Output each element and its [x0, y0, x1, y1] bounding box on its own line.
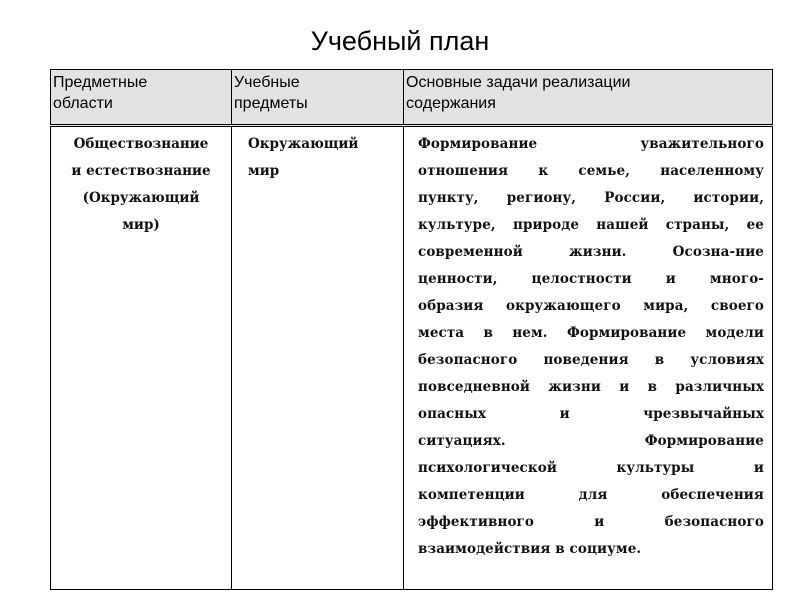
tasks-line: культуре, природе нашей страны, ее — [418, 217, 764, 233]
curriculum-table — [50, 69, 773, 590]
subject-area-line: (Окружающий — [82, 190, 200, 206]
tasks-line: компетенции для обеспечения — [418, 487, 764, 503]
tasks-line: пункту, региону, России, истории, — [418, 190, 764, 206]
tasks-line: эффективного и безопасного — [418, 514, 764, 530]
table-row — [51, 126, 773, 590]
tasks-line: образия окружающего мира, своего — [418, 298, 764, 314]
tasks-line: отношения к семье, населенному — [418, 163, 764, 179]
tasks-line: психологической культуры и — [418, 460, 764, 476]
tasks-cell — [404, 126, 773, 590]
subject-cell — [232, 126, 404, 590]
header-subjects: Учебные предметы — [232, 70, 404, 126]
tasks-line: Формирование уважительного — [418, 136, 764, 152]
tasks-line: ситуациях. Формирование — [418, 433, 764, 449]
subject-area-line: Обществознание — [73, 136, 209, 152]
subject-line: Окружающий — [248, 136, 359, 152]
header-main-tasks: Основные задачи реализации содержания — [404, 70, 773, 126]
tasks-line: ценности, целостности и много- — [418, 271, 764, 287]
subject-area-line: мир) — [122, 217, 160, 233]
tasks-line: современной жизни. Осозна-ние — [418, 244, 764, 260]
page-title: Учебный план — [310, 26, 490, 56]
tasks-line: места в нем. Формирование модели — [418, 325, 764, 341]
subject-area-line: и естествознание — [71, 163, 211, 179]
tasks-line: повседневной жизни и в различных — [418, 379, 764, 395]
tasks-line: опасных и чрезвычайных — [418, 406, 764, 422]
tasks-line: безопасного поведения в условиях — [418, 352, 764, 368]
header-subject-areas: Предметные области — [51, 70, 232, 126]
tasks-line: взаимодействия в социуме. — [418, 541, 642, 557]
subject-area-cell — [51, 126, 232, 590]
table-header-row — [51, 70, 773, 126]
subject-line: мир — [248, 163, 280, 179]
